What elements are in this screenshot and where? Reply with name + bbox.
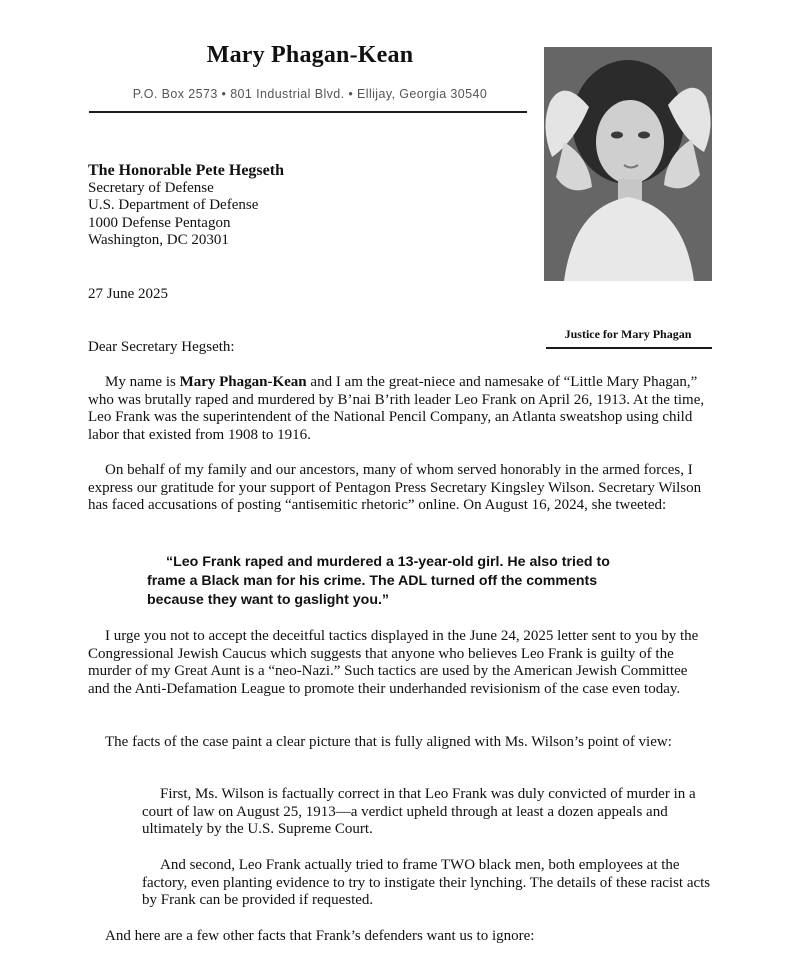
recipient-name: The Honorable Pete Hegseth bbox=[88, 162, 284, 179]
letterhead-divider bbox=[89, 111, 527, 113]
letterhead-name: Mary Phagan-Kean bbox=[206, 42, 414, 68]
recipient-title: Secretary of Defense bbox=[88, 179, 214, 196]
paragraph-urge: I urge you not to accept the deceitful tactics displayed in the June 24, 2025 letter sent to you by the Congressional Jewish Caucus which suggests that anyone who believes Leo Frank is guilty of the murder of my Great Aunt is a “neo-Nazi.” Such tactics are used by the American Jewish Committee and the Anti-Defamation League to promote their underhanded revisionism of the case even today. bbox=[88, 628, 699, 697]
recipient-address-block bbox=[88, 162, 284, 250]
letter-date: 27 June 2025 bbox=[88, 286, 168, 302]
recipient-city: Washington, DC 20301 bbox=[88, 232, 229, 248]
recipient-department: U.S. Department of Defense bbox=[88, 197, 259, 213]
portrait-photo bbox=[544, 47, 712, 281]
letterhead-address: P.O. Box 2573 • 801 Industrial Blvd. • Ellijay, Georgia 30540 bbox=[132, 87, 488, 101]
recipient-street: 1000 Defense Pentagon bbox=[88, 214, 231, 231]
salutation: Dear Secretary Hegseth: bbox=[88, 339, 235, 355]
point-first: First, Ms. Wilson is factually correct in that Leo Frank was duly convicted of murder in a court of law on August 25, 1913—a verdict upheld through at least a dozen appeals and ultimately by the U.S. Supreme Court. bbox=[142, 786, 696, 837]
intro-author-name: Mary Phagan-Kean bbox=[179, 374, 307, 390]
intro-text-start: My name is bbox=[105, 374, 180, 390]
paragraph-facts-intro: The facts of the case paint a clear picture that is fully aligned with Ms. Wilson’s point of view: bbox=[105, 734, 672, 750]
point-second: And second, Leo Frank actually tried to frame TWO black men, both employees at the factory, even planting evidence to try to instigate their lynching. The details of these racist acts by Frank can be provided if requested. bbox=[142, 857, 711, 908]
intro-text-end: and I am the great-niece and namesake of “Little Mary Phagan,” who was brutally raped and murdered by B’nai B’rith leader Leo Frank on April 26, 1913. At the time, Leo Frank was the superintendent of the National Pencil Company, an Atlanta sweatshop using child labor that existed from 1908 to 1916. bbox=[88, 374, 705, 443]
paragraph-gratitude: On behalf of my family and our ancestors, many of whom served honorably in the armed forces, I express our gratitude for your support of Pentagon Press Secretary Kingsley Wilson. Secretary Wilson has faced accusations of posting “antisemitic rhetoric” online. On August 16, 2024, she tweeted: bbox=[88, 462, 702, 513]
photo-caption: Justice for Mary Phagan bbox=[564, 327, 692, 341]
paragraph-introduction bbox=[88, 374, 710, 444]
portrait-illustration bbox=[544, 47, 712, 281]
caption-divider bbox=[546, 347, 712, 349]
quoted-tweet: “Leo Frank raped and murdered a 13-year-old girl. He also tried to frame a Black man for his crime. The ADL turned off the comments because they want to gaslight you.” bbox=[147, 554, 610, 608]
paragraph-other-facts: And here are a few other facts that Frank’s defenders want us to ignore: bbox=[105, 928, 535, 944]
